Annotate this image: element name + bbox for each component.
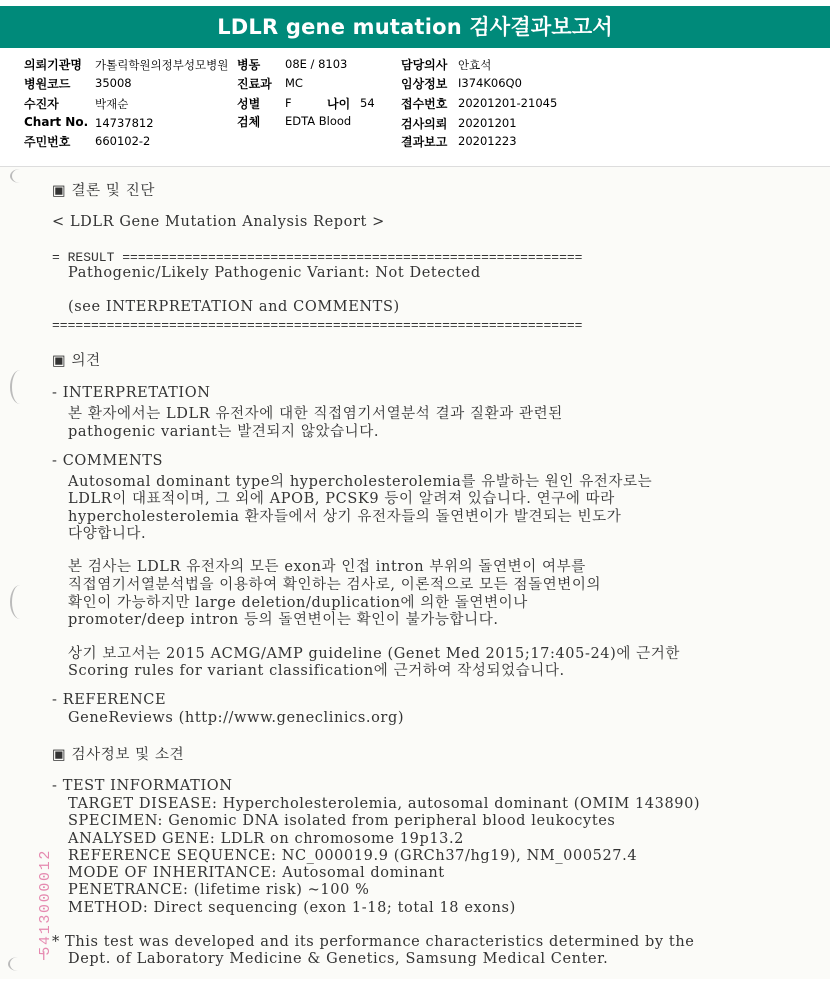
result-footer-line: ==================================================================== — [52, 318, 583, 333]
info-value-ward: 08E / 8103 — [285, 57, 348, 71]
test-info-line: TARGET DISEASE: Hypercholesterolemia, autosomal dominant (OMIM 143890) — [68, 796, 701, 812]
comments-text: LDLR이 대표적이며, 그 외에 APOB, PCSK9 등이 알려져 있습니다. 연구에 따라 — [68, 491, 615, 507]
info-value-specimen: EDTA Blood — [285, 114, 352, 128]
page-bottom-margin — [0, 979, 830, 989]
info-label-doctor: 담당의사 — [401, 58, 448, 72]
result-header-line: = RESULT =========================================================== — [52, 250, 583, 265]
comments-text: Autosomal dominant type의 hypercholesterolemia를 유발하는 원인 유전자로는 — [68, 474, 653, 490]
info-value-doctor: 안효석 — [458, 58, 492, 72]
test-info-line: SPECIMEN: Genomic DNA isolated from peripheral blood leukocytes — [68, 813, 616, 829]
result-text: Pathogenic/Likely Pathogenic Variant: Not Detected — [68, 265, 481, 281]
punch-hole-mark — [10, 370, 30, 404]
info-label-chart-no: Chart No. — [24, 115, 89, 129]
punch-hole-mark — [10, 169, 30, 183]
test-info-line: PENETRANCE: (lifetime risk) ~100 % — [68, 882, 370, 898]
section-heading-test-info: ▣ 검사정보 및 소견 — [52, 747, 185, 763]
patient-info-panel — [0, 50, 830, 167]
comments-text: 직접염기서열분석법을 이용하여 확인하는 검사로, 이론적으로 모든 점돌연변이의 — [68, 577, 602, 593]
info-value-institution: 가톨릭학원의정부성모병원 — [95, 58, 229, 72]
comments-text: 다양합니다. — [68, 526, 147, 542]
interpretation-heading: - INTERPRETATION — [52, 385, 211, 401]
comments-text: promoter/deep intron 등의 돌연변이는 확인이 불가능합니다. — [68, 612, 499, 628]
section-heading-conclusion: ▣ 결론 및 진단 — [52, 183, 155, 199]
info-label-clinical-info: 임상정보 — [401, 77, 448, 91]
test-info-line: METHOD: Direct sequencing (exon 1-18; total 18 exons) — [68, 900, 516, 916]
interpretation-text: pathogenic variant는 발견되지 않았습니다. — [68, 424, 380, 440]
test-info-line: REFERENCE SEQUENCE: NC_000019.9 (GRCh37/hg19), NM_000527.4 — [68, 848, 638, 864]
section-heading-opinion: ▣ 의견 — [52, 353, 101, 369]
footnote-text: Dept. of Laboratory Medicine & Genetics, Samsung Medical Center. — [68, 951, 609, 967]
stamp-number-text: 5413000012 — [38, 848, 54, 956]
info-label-accession-no: 접수번호 — [401, 97, 448, 111]
info-value-resident-no: 660102-2 — [95, 134, 151, 148]
punch-hole-mark — [10, 585, 30, 619]
info-value-hospital-code: 35008 — [95, 76, 132, 90]
comments-text: hypercholesterolemia 환자들에서 상기 유전자들의 돌연변이가 발견되는 빈도가 — [68, 509, 622, 525]
comments-text: 본 검사는 LDLR 유전자의 모든 exon과 인접 intron 부위의 돌연변이 여부를 — [68, 559, 586, 575]
info-label-age: 나이 — [327, 97, 351, 111]
info-value-request-date: 20201201 — [458, 116, 517, 130]
reference-heading: - REFERENCE — [52, 692, 167, 708]
comments-heading: - COMMENTS — [52, 453, 164, 469]
info-value-chart-no: 14737812 — [95, 116, 154, 130]
interpretation-text: 본 환자에서는 LDLR 유전자에 대한 직접염기서열분석 결과 질환과 관련된 — [68, 406, 563, 422]
info-label-report-date: 결과보고 — [401, 135, 448, 149]
info-label-department: 진료과 — [237, 77, 272, 91]
info-label-request-date: 검사의뢰 — [401, 117, 448, 131]
report-title-banner — [0, 6, 830, 48]
reference-text: GeneReviews (http://www.geneclinics.org) — [68, 710, 405, 726]
result-see-note: (see INTERPRETATION and COMMENTS) — [68, 299, 400, 315]
comments-text: Scoring rules for variant classification에 근거하여 작성되었습니다. — [68, 663, 565, 679]
report-body — [0, 167, 830, 979]
info-value-department: MC — [285, 76, 303, 90]
info-label-sex: 성별 — [237, 97, 261, 111]
info-label-institution: 의뢰기관명 — [24, 58, 82, 72]
test-info-heading: - TEST INFORMATION — [52, 778, 233, 794]
info-label-patient: 수진자 — [24, 97, 59, 111]
info-value-age: 54 — [360, 96, 375, 110]
info-label-ward: 병동 — [237, 58, 261, 72]
report-title: LDLR gene mutation 검사결과보고서 — [217, 15, 613, 39]
vertical-stamp-number — [22, 820, 62, 960]
comments-text: 확인이 가능하지만 large deletion/duplication에 의한 돌연변이나 — [68, 595, 528, 611]
test-info-line: MODE OF INHERITANCE: Autosomal dominant — [68, 865, 445, 881]
info-value-patient: 박재순 — [95, 97, 129, 111]
test-info-line: ANALYSED GENE: LDLR on chromosome 19p13.2 — [68, 831, 465, 847]
comments-text: 상기 보고서는 2015 ACMG/AMP guideline (Genet Med 2015;17:405-24)에 근거한 — [68, 646, 680, 662]
report-subtitle: < LDLR Gene Mutation Analysis Report > — [52, 214, 385, 230]
info-label-resident-no: 주민번호 — [24, 135, 71, 149]
info-value-report-date: 20201223 — [458, 134, 517, 148]
info-value-accession-no: 20201201-21045 — [458, 96, 558, 110]
info-label-specimen: 검체 — [237, 115, 261, 129]
footnote-text: * This test was developed and its performance characteristics determined by the — [52, 934, 695, 950]
info-value-clinical-info: I374K06Q0 — [458, 76, 522, 90]
info-value-sex: F — [285, 96, 292, 110]
info-label-hospital-code: 병원코드 — [24, 77, 71, 91]
